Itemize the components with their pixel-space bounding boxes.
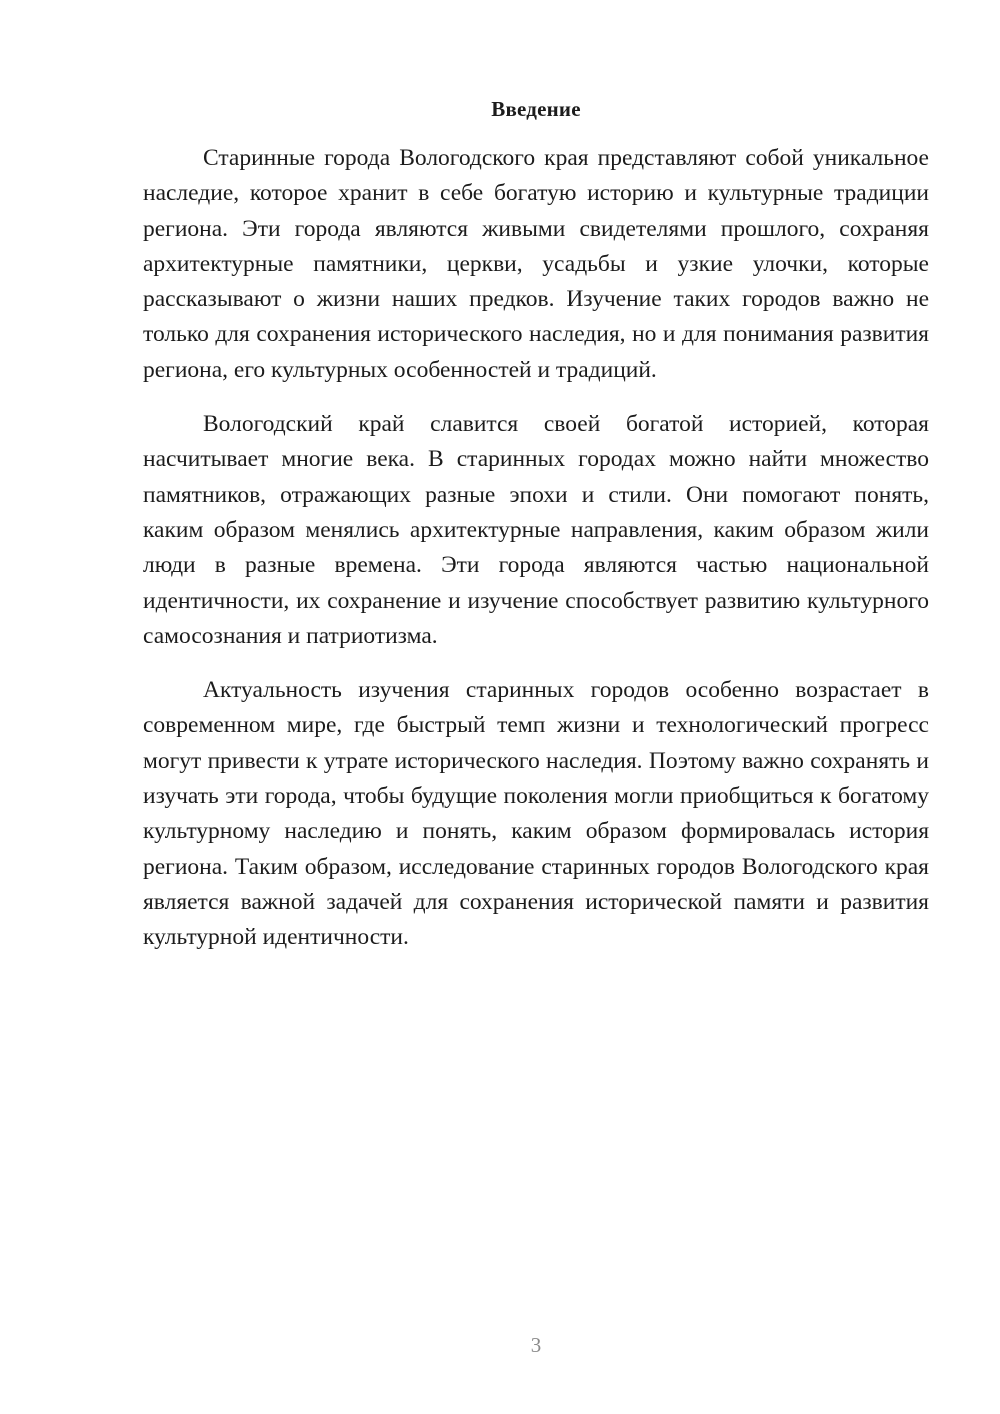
body-text xyxy=(143,141,929,975)
paragraph-1: Старинные города Вологодского края представляют собой уникальное наследие, которое хранит в себе богатую историю и культурные традиции региона. Эти города являются живыми свидетелями прошлого, сохраняя архитектурные памятники, церкви, усадьбы и узкие улочки, которые рассказывают о жизни наших предков. Изучение таких городов важно не только для сохранения исторического наследия, но и для понимания развития региона, его культурных особенностей и традиций. xyxy=(143,145,929,383)
paragraph-3: Актуальность изучения старинных городов особенно возрастает в современном мире, где быстрый темп жизни и технологический прогресс могут привести к утрате исторического наследия. Поэтому важно сохранять и изучать эти города, чтобы будущие поколения могли приобщиться к богатому культурному наследию и понять, каким образом формировалась история региона. Таким образом, исследование старинных городов Вологодского края является важной задачей для сохранения исторической памяти и развития культурной идентичности. xyxy=(143,677,929,951)
paragraph-2: Вологодский край славится своей богатой историей, которая насчитывает многие века. В старинных городах можно найти множество памятников, отражающих разные эпохи и стили. Они помогают понять, каким образом менялись архитектурные направления, каким образом жили люди в разные времена. Эти города являются частью национальной идентичности, их сохранение и изучение способствует развитию культурного самосознания и патриотизма. xyxy=(143,411,929,649)
page-number: 3 xyxy=(530,1333,542,1357)
section-heading: Введение xyxy=(491,97,581,121)
